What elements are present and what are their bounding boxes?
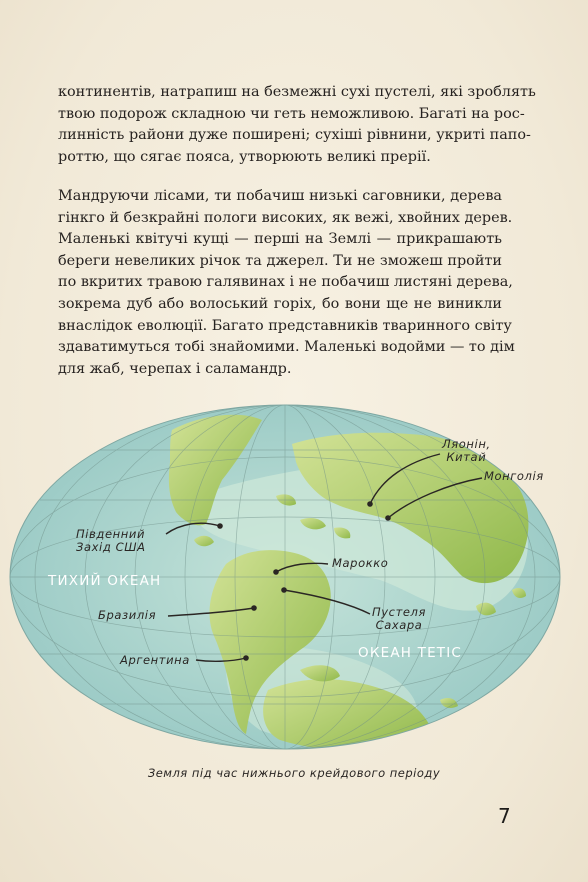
location-dot — [367, 501, 373, 507]
paragraph-2 — [58, 186, 515, 380]
label-sw-usa — [76, 528, 146, 554]
paragraph-line: внаслідок еволюції. Багато представників тваринного світу — [58, 317, 512, 334]
paragraph-line: Маленькі квітучі кущі — перші на Землі — прикрашають — [58, 231, 502, 248]
paragraph-1 — [58, 82, 536, 168]
paragraph-line: береги невеликих річок та джерел. Ти не зможеш пройти — [58, 252, 502, 269]
paragraph-line: зокрема дуб або волоський горіх, бо вони ще не виникли — [58, 295, 502, 312]
label-morocco: Марокко — [332, 556, 389, 570]
location-dot — [243, 655, 249, 661]
paragraph-line: Мандруючи лісами, ти побачиш низькі саговники, дерева — [58, 188, 502, 204]
paragraph-line: линність райони дуже поширені; сухіші рівнини, укриті папо- — [58, 127, 531, 144]
label-line: Ляонін, — [442, 437, 491, 451]
location-dot — [251, 605, 257, 611]
label-mongolia: Монголія — [484, 469, 544, 483]
ocean-label-tethys: ОКЕАН ТЕТІС — [358, 645, 463, 661]
paragraph-line: роттю, що сягає пояса, утворюють великі прерії. — [58, 148, 431, 165]
label-brazil: Бразилія — [98, 608, 157, 622]
paragraph-line: для жаб, черепах і саламандр. — [58, 360, 292, 377]
label-line: Захід США — [76, 540, 146, 554]
label-liaoning — [442, 438, 491, 464]
location-dot — [385, 515, 391, 521]
location-dot — [281, 587, 287, 593]
location-dot — [217, 523, 223, 529]
paragraph-line: континентів, натрапиш на безмежні сухі пустелі, які зроблять — [58, 84, 536, 100]
location-dot — [273, 569, 279, 575]
paleo-map — [0, 400, 588, 770]
page-number: 7 — [498, 804, 511, 828]
paragraph-line: по вкритих травою галявинах і не побачиш листяні дерева, — [58, 274, 513, 291]
label-line: Пустеля — [372, 605, 427, 619]
label-line: Південний — [76, 527, 146, 541]
label-line: Сахара — [375, 618, 423, 632]
label-argentina: Аргентина — [120, 653, 190, 667]
label-sahara — [372, 606, 426, 632]
paragraph-line: здаватимуться тобі знайомими. Маленькі водойми — то дім — [58, 339, 515, 356]
paragraph-line: твою подорож складною чи геть неможливою. Багаті на рос- — [58, 105, 525, 122]
label-line: Китай — [446, 450, 487, 464]
paragraph-line: гінкго й безкрайні пологи високих, як вежі, хвойних дерев. — [58, 209, 513, 226]
ocean-label-pacific: ТИХИЙ ОКЕАН — [48, 573, 162, 589]
map-caption: Земля під час нижнього крейдового періоду — [147, 766, 441, 780]
